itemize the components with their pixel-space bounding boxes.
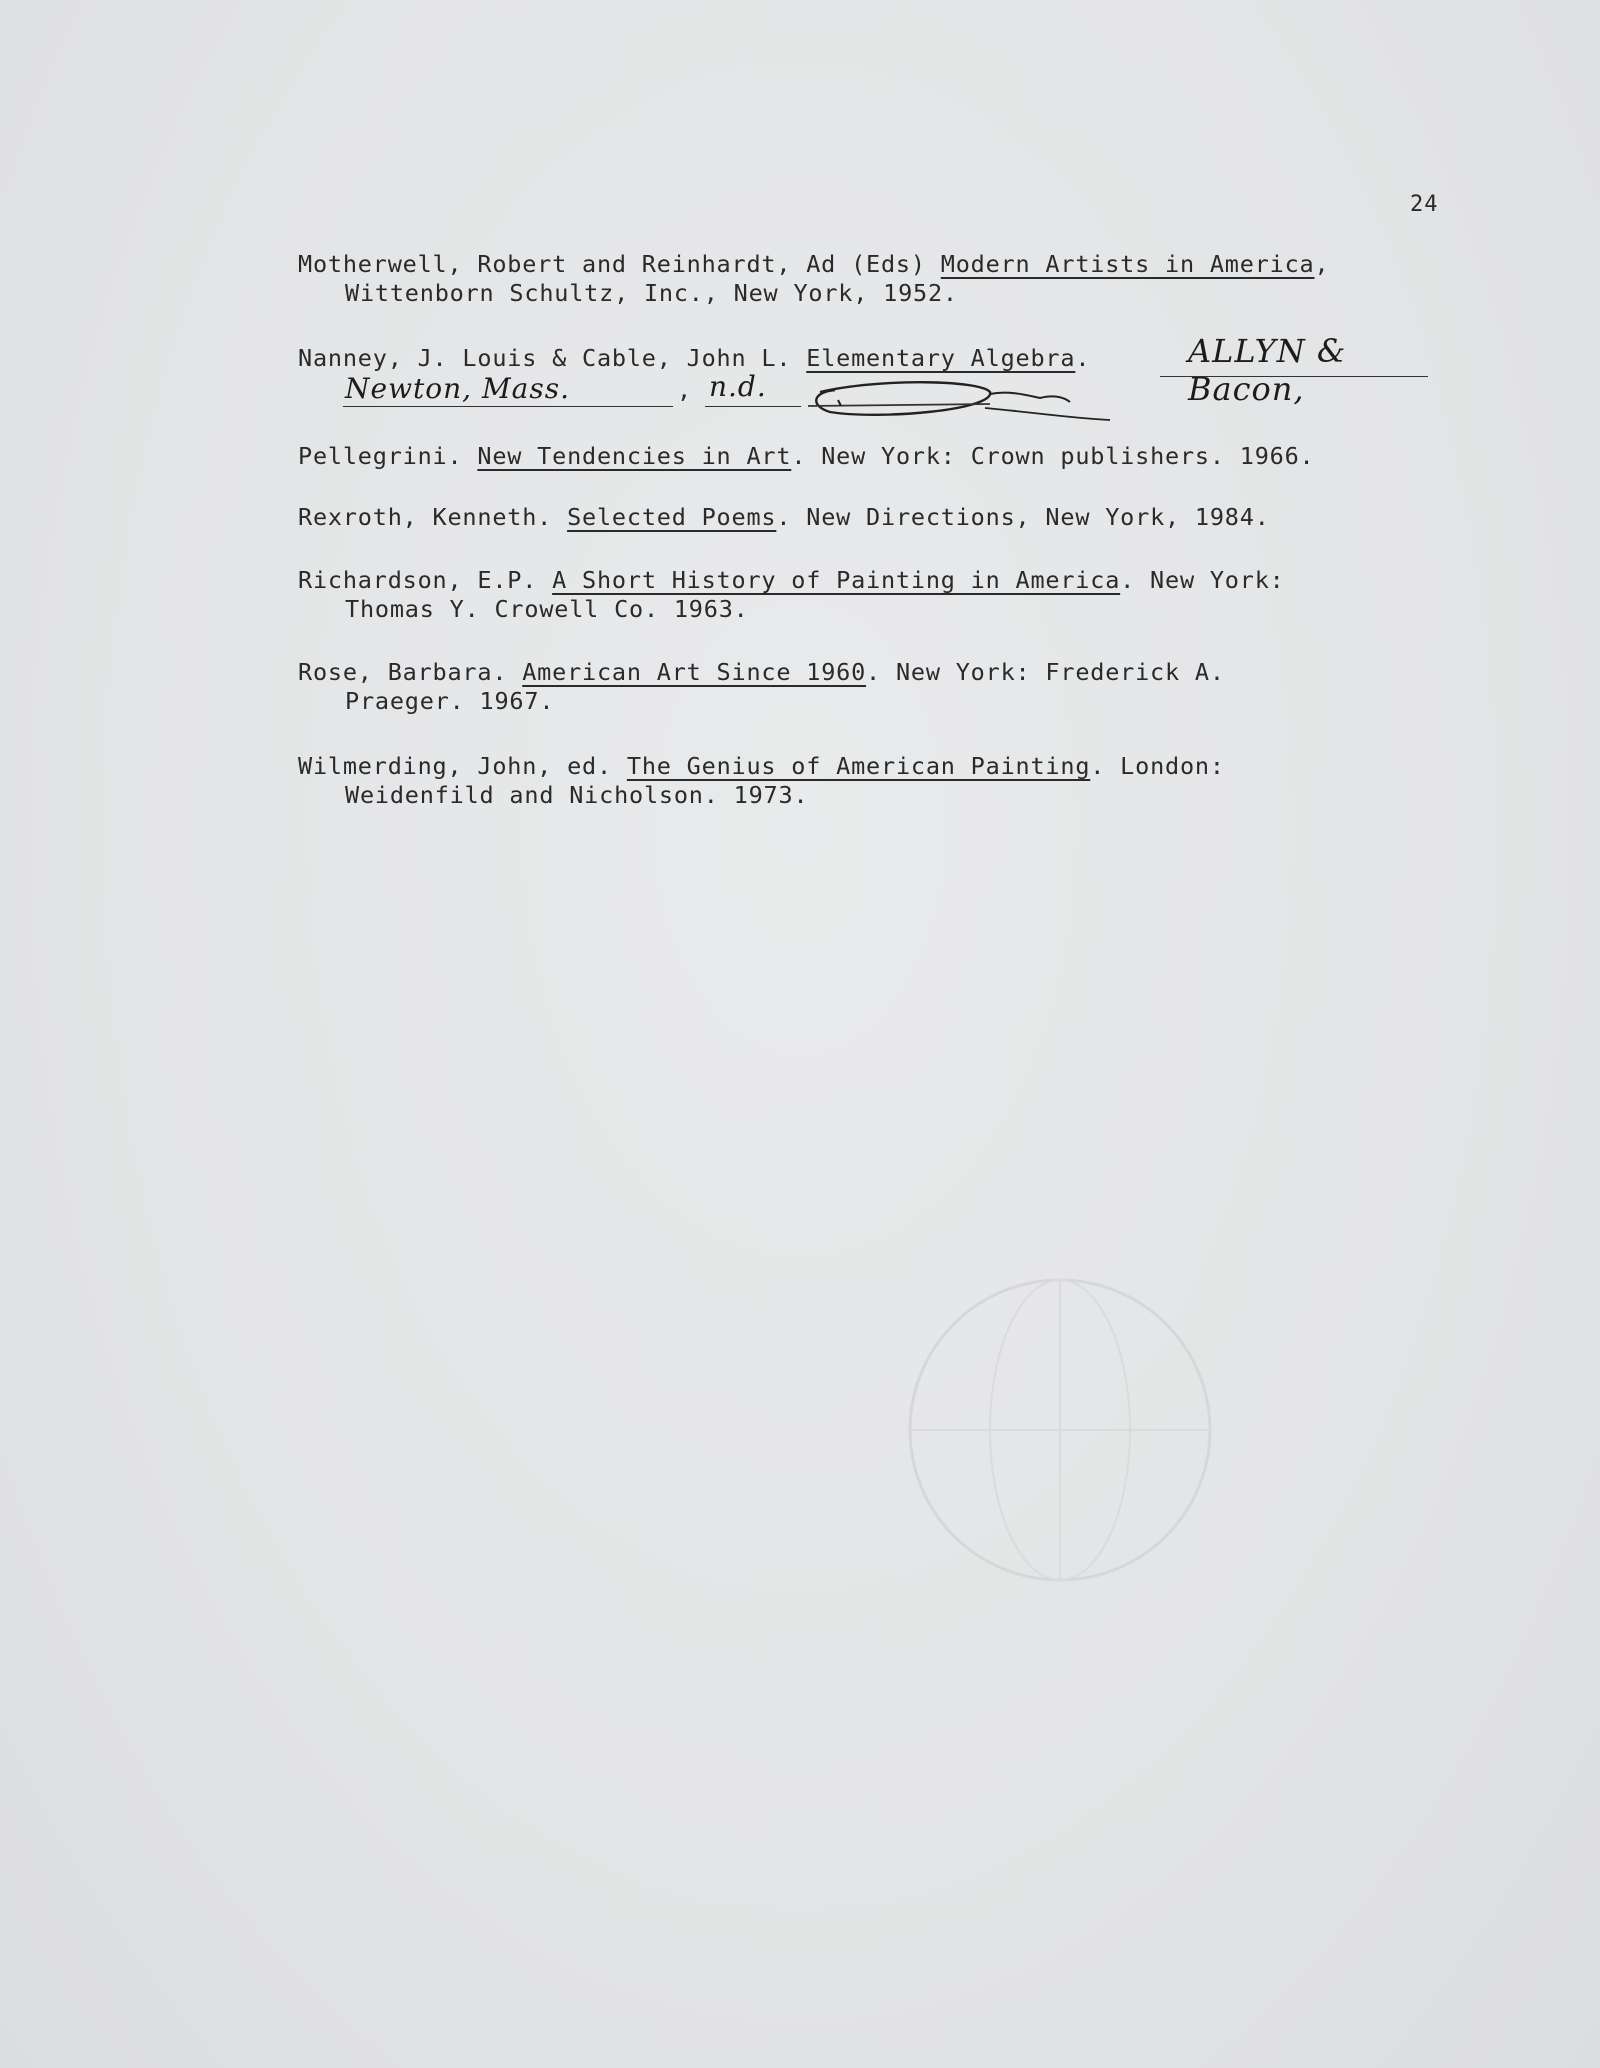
entry-author: Rexroth, Kenneth. xyxy=(298,503,553,531)
bibliography-entry-rexroth xyxy=(298,503,1498,532)
entry-publication: . New Directions, New York, 1984. xyxy=(776,503,1270,531)
entry-publication: . xyxy=(1075,344,1091,372)
entry-continuation: Praeger. 1967. xyxy=(345,687,555,715)
entry-continuation: Wittenborn Schultz, Inc., New York, 1952. xyxy=(345,279,958,307)
entry-author: Nanney, J. Louis & Cable, John L. xyxy=(298,344,792,372)
handwritten-date: n.d. xyxy=(709,370,767,403)
entry-author: Rose, Barbara. xyxy=(298,658,508,686)
handwritten-publisher: ALLYN & Bacon, xyxy=(1188,332,1347,408)
entry-continuation: Thomas Y. Crowell Co. 1963. xyxy=(345,595,749,623)
entry-author: Pellegrini. xyxy=(298,442,463,470)
entry-title: A Short History of Painting in America xyxy=(552,566,1121,594)
entry-title: Modern Artists in America xyxy=(940,250,1315,278)
entry-publication: . New York: xyxy=(1120,566,1285,594)
entry-author: Richardson, E.P. xyxy=(298,566,538,594)
entry-title: American Art Since 1960 xyxy=(522,658,867,686)
entry-publication: . London: xyxy=(1090,752,1225,780)
entry-title: Selected Poems xyxy=(567,503,777,531)
bibliography-entry-wilmerding xyxy=(298,752,1498,810)
place-date-separator: , xyxy=(677,376,692,404)
entry-author: Wilmerding, John, ed. xyxy=(298,752,612,780)
entry-title: New Tendencies in Art xyxy=(477,442,792,470)
bibliography-entry-pellegrini xyxy=(298,442,1498,471)
entry-title: The Genius of American Painting xyxy=(626,752,1091,780)
entry-continuation: Weidenfild and Nicholson. 1973. xyxy=(345,781,809,809)
handwritten-place: Newton, Mass. xyxy=(345,372,570,405)
page-number: 24 xyxy=(1410,192,1439,217)
entry-publication: . New York: Crown publishers. 1966. xyxy=(791,442,1315,470)
entry-title: Elementary Algebra xyxy=(806,344,1076,372)
entry-publication: . New York: Frederick A. xyxy=(866,658,1225,686)
entry-publication: , xyxy=(1314,250,1330,278)
entry-author: Motherwell, Robert and Reinhardt, Ad (Eds) xyxy=(298,250,926,278)
bibliography-entry-richardson xyxy=(298,566,1498,624)
bibliography-entry-rose xyxy=(298,658,1498,716)
